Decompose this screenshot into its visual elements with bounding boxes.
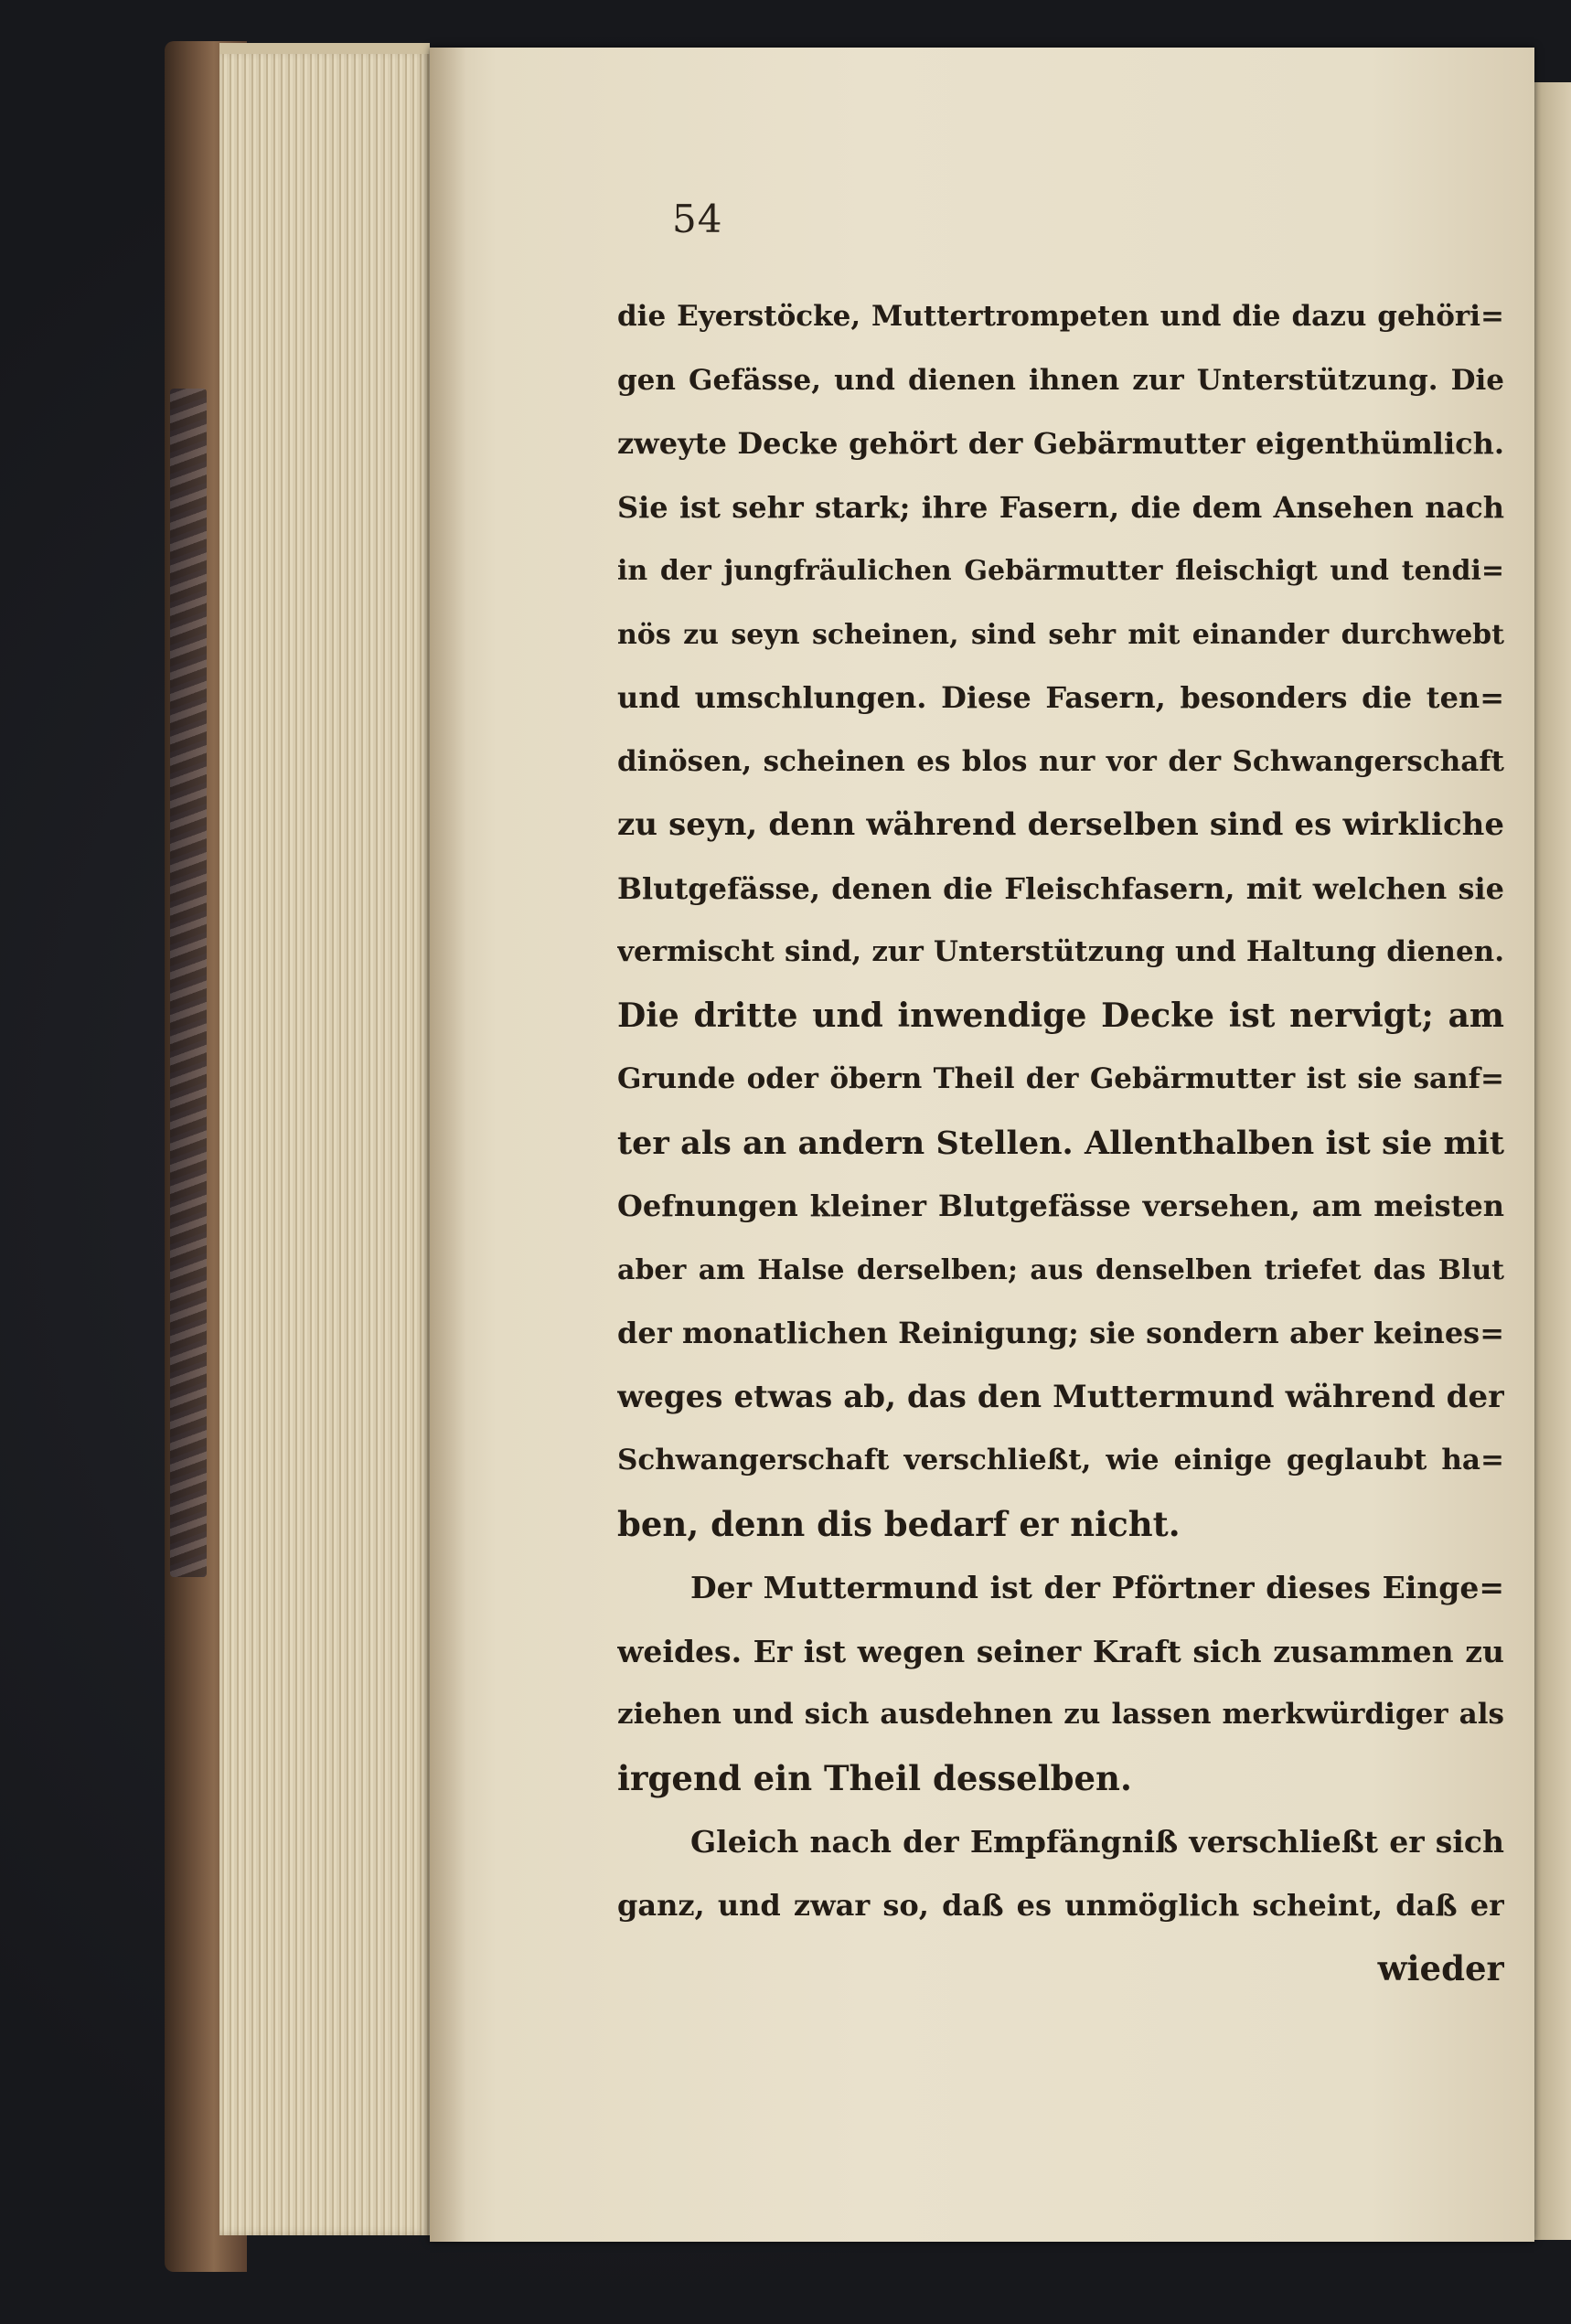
text-line: und umschlungen. Diese Fasern, besonders die ten= — [617, 680, 1504, 715]
text-line: Oefnungen kleiner Blutgefässe versehen, am meisten — [617, 1189, 1504, 1223]
text-line: Sie ist sehr stark; ihre Fasern, die dem Ansehen nach — [617, 489, 1504, 525]
text-line: die Eyerstöcke, Muttertrompeten und die dazu gehöri= — [617, 300, 1504, 333]
text-line: Der Muttermund ist der Pförtner dieses Einge= — [690, 1570, 1504, 1605]
marbled-cover — [170, 389, 207, 1577]
text-line: ziehen und sich ausdehnen zu lassen merkwürdiger als — [617, 1698, 1504, 1731]
page-stack-edges — [219, 50, 430, 2235]
page-number: 54 — [672, 197, 723, 241]
text-line: weges etwas ab, das den Muttermund während der — [617, 1378, 1504, 1415]
text-line: Schwangerschaft verschließt, wie einige geglaubt ha= — [617, 1444, 1504, 1476]
text-line: Die dritte und inwendige Decke ist nervigt; am — [617, 996, 1504, 1035]
text-line: nös zu seyn scheinen, sind sehr mit einander durchwebt — [617, 618, 1504, 651]
text-line: gen Gefässe, und dienen ihnen zur Unterstützung. Die — [617, 363, 1504, 397]
catchword: wieder — [1377, 1948, 1504, 1988]
text-line: ben, denn dis bedarf er nicht. — [617, 1503, 1181, 1544]
facing-page-edge — [1533, 82, 1571, 2240]
page-text — [617, 285, 1504, 2001]
text-line: ganz, und zwar so, daß es unmöglich scheint, daß er — [617, 1887, 1504, 1923]
text-line: in der jungfräulichen Gebärmutter fleischigt und tendi= — [617, 555, 1504, 587]
text-line: Blutgefässe, denen die Fleischfasern, mit welchen sie — [617, 870, 1504, 906]
text-line: der monatlichen Reinigung; sie sondern aber keines= — [617, 1316, 1504, 1350]
text-line: vermischt sind, zur Unterstützung und Haltung dienen. — [617, 935, 1504, 968]
page-gutter-shadow — [430, 48, 466, 2242]
text-line: zu seyn, denn während derselben sind es wirkliche — [617, 806, 1504, 843]
text-line: aber am Halse derselben; aus denselben triefet das Blut — [617, 1253, 1504, 1286]
text-line: ter als an andern Stellen. Allenthalben ist sie mit — [617, 1124, 1504, 1162]
text-line: dinösen, scheinen es blos nur vor der Schwangerschaft — [617, 744, 1504, 778]
text-line: Grunde oder öbern Theil der Gebärmutter ist sie sanf= — [617, 1062, 1504, 1095]
page-stack-top — [219, 43, 430, 54]
text-line: Gleich nach der Empfängniß verschließt er sich — [690, 1824, 1504, 1860]
text-line: weides. Er ist wegen seiner Kraft sich zusammen zu — [617, 1633, 1504, 1669]
text-line: zweyte Decke gehört der Gebärmutter eigenthümlich. — [617, 426, 1504, 461]
text-line: irgend ein Theil desselben. — [617, 1757, 1132, 1798]
